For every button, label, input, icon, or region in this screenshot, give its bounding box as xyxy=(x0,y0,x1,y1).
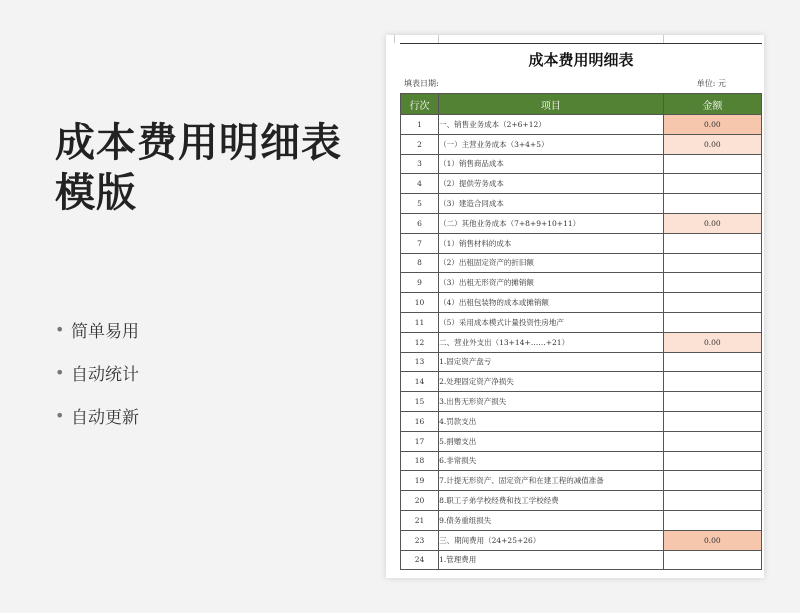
sheet-title: 成本费用明细表 xyxy=(400,43,762,76)
row-number-cell[interactable]: 6 xyxy=(401,213,439,233)
row-number-cell[interactable]: 4 xyxy=(401,174,439,194)
bullet-icon: • xyxy=(55,363,65,382)
item-cell[interactable]: 一、销售业务成本（2+6+12） xyxy=(439,115,664,135)
amount-cell[interactable] xyxy=(663,471,761,491)
amount-cell[interactable]: 0.00 xyxy=(663,134,761,154)
row-number-cell[interactable]: 10 xyxy=(401,293,439,313)
item-cell[interactable]: （2）提供劳务成本 xyxy=(439,174,664,194)
row-number-cell[interactable]: 7 xyxy=(401,233,439,253)
item-cell[interactable]: （1）销售材料的成本 xyxy=(439,233,664,253)
item-cell[interactable]: （2）出租固定资产的折旧额 xyxy=(439,253,664,273)
fill-date-label: 填表日期: xyxy=(404,79,439,88)
amount-cell[interactable] xyxy=(663,550,761,570)
table-row[interactable] xyxy=(401,550,762,570)
item-cell[interactable]: 3.出售无形资产损失 xyxy=(439,392,664,412)
header-amount: 金额 xyxy=(663,94,761,115)
amount-cell[interactable] xyxy=(663,194,761,214)
amount-cell[interactable] xyxy=(663,233,761,253)
amount-cell[interactable] xyxy=(663,293,761,313)
item-cell[interactable]: （4）出租包装物的成本或摊销额 xyxy=(439,293,664,313)
feature-label: 自动统计 xyxy=(71,365,139,385)
strip-cell xyxy=(439,35,664,43)
amount-cell[interactable] xyxy=(663,174,761,194)
amount-cell[interactable] xyxy=(663,312,761,332)
feature-item xyxy=(55,394,139,437)
row-number-cell[interactable]: 16 xyxy=(401,411,439,431)
table-row[interactable] xyxy=(401,510,762,530)
amount-cell[interactable] xyxy=(663,392,761,412)
feature-item xyxy=(55,351,139,394)
table-row[interactable] xyxy=(401,154,762,174)
amount-cell[interactable] xyxy=(663,431,761,451)
row-number-cell[interactable]: 3 xyxy=(401,154,439,174)
item-cell[interactable]: 7.计提无形资产、固定资产和在建工程的减值准备 xyxy=(439,471,664,491)
bullet-icon: • xyxy=(55,406,65,425)
table-row[interactable] xyxy=(401,372,762,392)
row-number-cell[interactable]: 9 xyxy=(401,273,439,293)
amount-cell[interactable] xyxy=(663,411,761,431)
feature-label: 简单易用 xyxy=(71,322,139,342)
amount-cell[interactable]: 0.00 xyxy=(663,115,761,135)
table-row[interactable] xyxy=(401,233,762,253)
table-row[interactable] xyxy=(401,411,762,431)
sheet-top-strip xyxy=(386,35,764,43)
item-cell[interactable]: 9.债务重组损失 xyxy=(439,510,664,530)
table-row[interactable] xyxy=(401,431,762,451)
promo-title xyxy=(55,118,342,218)
feature-item xyxy=(55,308,139,351)
amount-cell[interactable] xyxy=(663,253,761,273)
amount-cell[interactable] xyxy=(663,273,761,293)
table-row[interactable] xyxy=(401,491,762,511)
row-number-cell[interactable]: 21 xyxy=(401,510,439,530)
row-number-cell[interactable]: 2 xyxy=(401,134,439,154)
promo-title-line2: 模版 xyxy=(55,170,137,216)
amount-cell[interactable] xyxy=(663,510,761,530)
cost-table xyxy=(400,93,762,570)
row-number-cell[interactable]: 15 xyxy=(401,392,439,412)
amount-cell[interactable] xyxy=(663,451,761,471)
table-row[interactable] xyxy=(401,312,762,332)
row-number-cell[interactable]: 18 xyxy=(401,451,439,471)
row-number-cell[interactable]: 19 xyxy=(401,471,439,491)
row-number-cell[interactable]: 14 xyxy=(401,372,439,392)
item-cell[interactable]: （1）销售商品成本 xyxy=(439,154,664,174)
table-row[interactable] xyxy=(401,134,762,154)
table-row[interactable] xyxy=(401,392,762,412)
table-row[interactable] xyxy=(401,293,762,313)
header-row-no: 行次 xyxy=(401,94,439,115)
table-body xyxy=(401,115,762,570)
row-number-cell[interactable]: 5 xyxy=(401,194,439,214)
item-cell[interactable]: 1.固定资产盘亏 xyxy=(439,352,664,372)
row-number-cell[interactable]: 1 xyxy=(401,115,439,135)
item-cell[interactable]: 4.罚款支出 xyxy=(439,411,664,431)
strip-cell xyxy=(386,35,395,43)
table-row[interactable] xyxy=(401,352,762,372)
row-number-cell[interactable]: 8 xyxy=(401,253,439,273)
feature-label: 自动更新 xyxy=(71,408,139,428)
promo-title-line1: 成本费用明细表 xyxy=(55,120,342,166)
row-number-cell[interactable]: 23 xyxy=(401,530,439,550)
table-row[interactable] xyxy=(401,332,762,352)
bullet-icon: • xyxy=(55,320,65,339)
item-cell[interactable]: 6.非常损失 xyxy=(439,451,664,471)
item-cell[interactable]: （5）采用成本模式计量投资性房地产 xyxy=(439,312,664,332)
table-row[interactable] xyxy=(401,174,762,194)
strip-cell xyxy=(400,35,439,43)
table-row[interactable] xyxy=(401,530,762,550)
amount-cell[interactable] xyxy=(663,352,761,372)
header-item: 项目 xyxy=(439,94,664,115)
table-row[interactable] xyxy=(401,273,762,293)
amount-cell[interactable]: 0.00 xyxy=(663,530,761,550)
amount-cell[interactable]: 0.00 xyxy=(663,332,761,352)
table-row[interactable] xyxy=(401,253,762,273)
feature-list xyxy=(55,308,139,437)
amount-cell[interactable] xyxy=(663,491,761,511)
table-row[interactable] xyxy=(401,213,762,233)
amount-cell[interactable]: 0.00 xyxy=(663,213,761,233)
item-cell[interactable]: 三、期间费用（24+25+26） xyxy=(439,530,664,550)
item-cell[interactable]: 5.捐赠支出 xyxy=(439,431,664,451)
row-number-cell[interactable]: 13 xyxy=(401,352,439,372)
amount-cell[interactable] xyxy=(663,154,761,174)
unit-label: 单位: 元 xyxy=(696,79,726,88)
table-row[interactable] xyxy=(401,451,762,471)
item-cell[interactable]: （3）建造合同成本 xyxy=(439,194,664,214)
item-cell[interactable]: 1.管理费用 xyxy=(439,550,664,570)
item-cell[interactable]: 2.处理固定资产净损失 xyxy=(439,372,664,392)
row-number-cell[interactable]: 24 xyxy=(401,550,439,570)
table-row[interactable] xyxy=(401,471,762,491)
table-header-row xyxy=(401,94,762,115)
item-cell[interactable]: 8.职工子弟学校经费和技工学校经费 xyxy=(439,491,664,511)
item-cell[interactable]: 二、营业外支出（13+14+……+21） xyxy=(439,332,664,352)
item-cell[interactable]: （一）主营业务成本（3+4+5） xyxy=(439,134,664,154)
row-number-cell[interactable]: 11 xyxy=(401,312,439,332)
table-row[interactable] xyxy=(401,194,762,214)
table-row[interactable] xyxy=(401,115,762,135)
sheet-meta-row xyxy=(400,75,762,93)
spreadsheet-preview xyxy=(386,35,764,578)
row-number-cell[interactable]: 20 xyxy=(401,491,439,511)
item-cell[interactable]: （二）其他业务成本（7+8+9+10+11） xyxy=(439,213,664,233)
row-number-cell[interactable]: 17 xyxy=(401,431,439,451)
item-cell[interactable]: （3）出租无形资产的摊销额 xyxy=(439,273,664,293)
row-number-cell[interactable]: 12 xyxy=(401,332,439,352)
amount-cell[interactable] xyxy=(663,372,761,392)
